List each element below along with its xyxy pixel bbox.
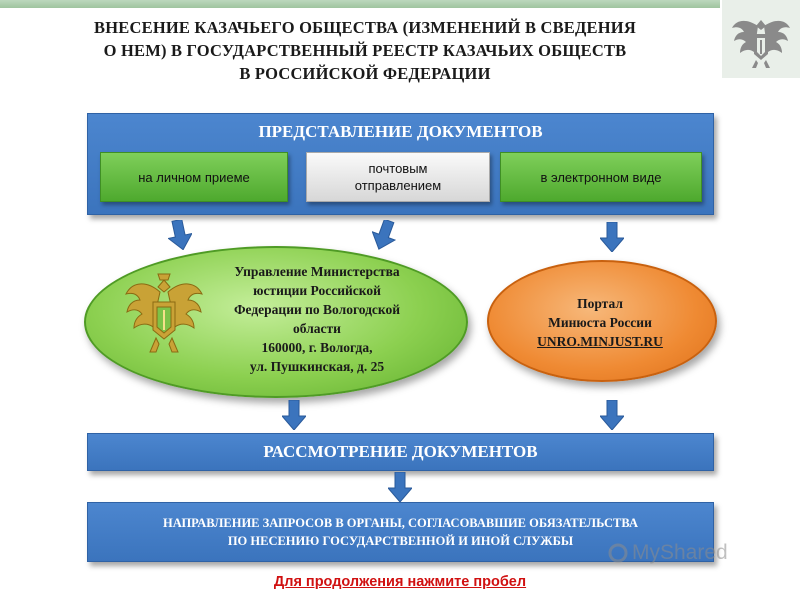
- ministry-line: юстиции Российской: [253, 283, 381, 298]
- top-decor-band: [0, 0, 720, 8]
- in-person-option[interactable]: [100, 152, 288, 202]
- double-headed-eagle-icon: [728, 6, 794, 72]
- arrow-down-icon: [282, 400, 306, 430]
- watermark-text: MyShared: [632, 541, 728, 564]
- portal-text: [500, 294, 700, 351]
- watermark: [608, 538, 728, 568]
- portal-line: Минюста России: [548, 315, 652, 330]
- review-block: [87, 433, 714, 471]
- continue-hint: Для продолжения нажмите пробел: [273, 574, 527, 590]
- submission-header: ПРЕДСТАВЛЕНИЕ ДОКУМЕНТОВ: [258, 122, 543, 141]
- postal-label-line1: почтовым: [368, 161, 428, 176]
- ministry-line: Федерации по Вологодской: [233, 302, 401, 317]
- title-line: О НЕМ) В ГОСУДАРСТВЕННЫЙ РЕЕСТР КАЗАЧЬИХ ОБЩЕСТВ: [103, 41, 627, 60]
- in-person-label: на личном приеме: [138, 169, 250, 185]
- electronic-label: в электронном виде: [540, 169, 662, 185]
- ministry-line: области: [293, 321, 341, 336]
- electronic-option[interactable]: [500, 152, 702, 202]
- review-header: РАССМОТРЕНИЕ ДОКУМЕНТОВ: [263, 442, 538, 461]
- ministry-line: Управление Министерства: [234, 264, 400, 279]
- watermark-logo-icon: [608, 543, 628, 563]
- double-headed-eagle-icon: [122, 270, 206, 362]
- portal-line: Портал: [577, 296, 623, 311]
- ministry-line: ул. Пушкинская, д. 25: [249, 359, 385, 374]
- requests-line: ПО НЕСЕНИЮ ГОСУДАРСТВЕННОЙ И ИНОЙ СЛУЖБЫ: [227, 534, 574, 548]
- arrow-down-icon: [168, 220, 192, 250]
- page-title: [20, 16, 710, 85]
- ministry-text: [208, 262, 426, 376]
- arrow-down-icon: [388, 472, 412, 502]
- ministry-line: 160000, г. Вологда,: [261, 340, 373, 355]
- arrow-down-icon: [600, 400, 624, 430]
- postal-option[interactable]: [306, 152, 490, 202]
- submission-block: [87, 113, 714, 215]
- title-line: ВНЕСЕНИЕ КАЗАЧЬЕГО ОБЩЕСТВА (ИЗМЕНЕНИЙ В СВЕДЕНИЯ: [94, 18, 636, 37]
- arrow-down-icon: [600, 222, 624, 252]
- portal-link[interactable]: UNRO.MINJUST.RU: [537, 334, 663, 349]
- postal-label-line2: отправлением: [354, 178, 442, 193]
- title-line: В РОССИЙСКОЙ ФЕДЕРАЦИИ: [239, 64, 491, 83]
- arrow-down-icon: [372, 220, 396, 250]
- requests-line: НАПРАВЛЕНИЕ ЗАПРОСОВ В ОРГАНЫ, СОГЛАСОВАВШИЕ ОБЯЗАТЕЛЬСТВА: [163, 516, 638, 530]
- emblem-corner: [722, 0, 800, 78]
